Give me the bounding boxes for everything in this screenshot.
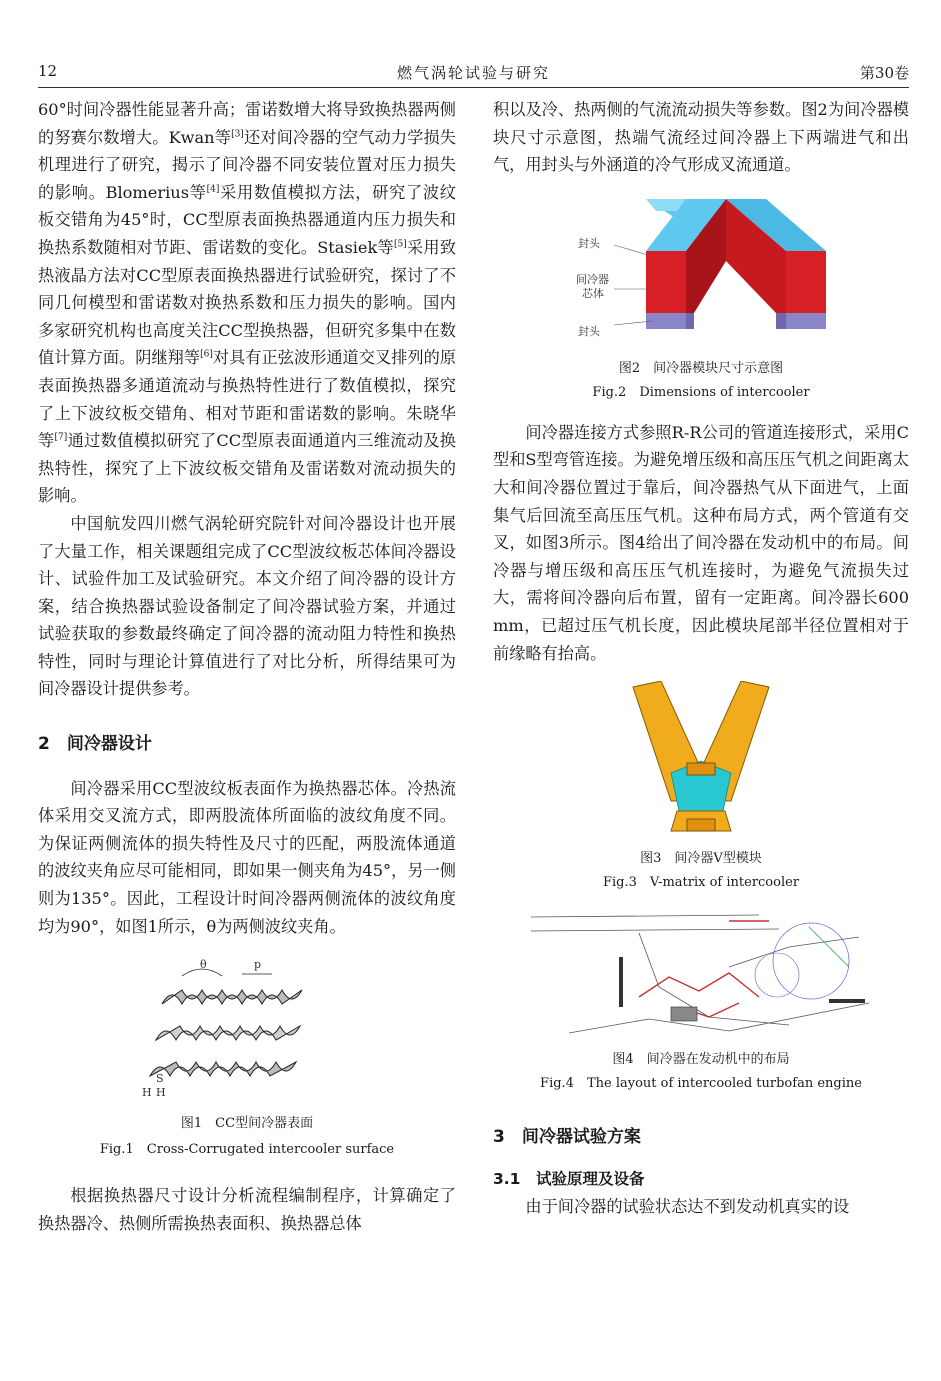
paragraph: 积以及冷、热两侧的气流流动损失等参数。图2为间冷器模块尺寸示意图，热端气流经过间冷器上下两端进气和出气，用封头与外涵道的冷气形成叉流通道。 [493, 100, 909, 175]
corrugated-surface-figure [142, 954, 352, 1104]
journal-title: 燃气涡轮试验与研究 [396, 64, 550, 82]
header-rule [38, 87, 909, 88]
right-column [493, 96, 909, 1221]
figure-1-caption-en: Fig.1 Cross-Corrugated intercooler surface [99, 1142, 395, 1158]
figure-4-caption-en: Fig.4 The layout of intercooled turbofan engine [540, 1076, 862, 1092]
figure-3 [493, 681, 909, 893]
figure-4-caption-cn: 图4 间冷器在发动机中的布局 [612, 1052, 790, 1068]
paragraph: 由于间冷器的试验状态达不到发动机真实的设 [525, 1197, 850, 1217]
fig2-bottom-cap-label: 封头 [578, 324, 600, 338]
intercooler-module-figure [576, 191, 826, 351]
running-header [38, 62, 909, 84]
section-heading-2: 2 间冷器设计 [38, 734, 152, 755]
height-label-2: H [156, 1086, 166, 1100]
theta-label: θ [200, 958, 207, 972]
figure-4 [493, 907, 909, 1094]
pitch-label: p [254, 958, 262, 972]
page-number: 12 [38, 62, 58, 80]
figure-2-caption-cn: 图2 间冷器模块尺寸示意图 [618, 360, 784, 376]
height-label: H [142, 1086, 152, 1100]
fig2-core-label [576, 272, 613, 300]
figure-3-caption-cn: 图3 间冷器V型模块 [640, 851, 762, 867]
figure-2-caption-en: Fig.2 Dimensions of intercooler [592, 384, 810, 400]
figure-1-caption-cn: 图1 CC型间冷器表面 [180, 1116, 314, 1132]
fig2-core-label-line1: 间冷器 [576, 272, 609, 286]
fig2-core-label-line2: 芯体 [582, 286, 604, 300]
figure-2 [493, 191, 909, 403]
paragraph: 间冷器连接方式参照R-R公司的管道连接形式，采用C型和S型弯管连接。为避免增压级和高压压气机之间距离太大和间冷器位置过于靠后，间冷器热气从下面进气，上面集气后回流至高压压气机。这种布局方式，两个管道有交叉，如图3所示。图4给出了间冷器在发动机中的布局。间冷器与增压级和高压压气机连接时，为避免气流损失过大，需将间冷器向后布置，留有一定距离。间冷器长600 mm，已超过压气机长度，因此模块尾部半径位置相对于前缘略有抬高。 [493, 422, 909, 663]
paragraph: 根据换热器尺寸设计分析流程编制程序，计算确定了换热器冷、热侧所需换热表面积、换热器总体 [38, 1186, 456, 1233]
subsection-heading-3-1: 3.1 试验原理及设备 [493, 1169, 645, 1188]
section-heading-3: 3 间冷器试验方案 [493, 1127, 641, 1148]
volume-label: 第30卷 [859, 64, 909, 82]
engine-layout-figure [529, 907, 874, 1042]
left-column [38, 96, 456, 1237]
spacing-label: S [156, 1072, 164, 1086]
fig2-top-cap-label: 封头 [578, 236, 600, 250]
figure-3-caption-en: Fig.3 V-matrix of intercooler [602, 875, 800, 891]
paragraph: 中国航发四川燃气涡轮研究院针对间冷器设计也开展了大量工作，相关课题组完成了CC型波纹板芯体间冷器设计、试验件加工及试验研究。本文介绍了间冷器的设计方案，结合换热器试验设备制定了间冷器试验方案，并通过试验获取的参数最终确定了间冷器的流动阻力特性和换热特性，同时与理论计算值进行了对比分析，所得结果可为间冷器设计提供参考。 [38, 513, 456, 699]
paragraph: 间冷器采用CC型波纹板表面作为换热器芯体。冷热流体采用交叉流方式，即两股流体所面临的波纹角度不同。为保证两侧流体的损失特性及尺寸的匹配，两股流体通道的波纹夹角应尽可能相同，即如果一侧夹角为45°，另一侧则为135°。因此，工程设计时间冷器两侧流体的波纹角度均为90°，如图1所示，θ为两侧波纹夹角。 [38, 778, 456, 936]
paragraph: 60°时间冷器性能显著升高；雷诺数增大将导致换热器两侧的努赛尔数增大。Kwan等[3]还对间冷器的空气动力学损失机理进行了研究，揭示了间冷器不同安装位置对压力损失的影响。Blomerius等[4]采用数值模拟方法，研究了波纹板交错角为45°时，CC型原表面换热器通道内压力损失和换热系数随相对节距、雷诺数的变化。Stasiek等[5]采用致热液晶方法对CC型原表面换热器进行试验研究，探讨了不同几何模型和雷诺数对换热系数和压力损失的影响。国内多家研究机构也高度关注CC型换热器，但研究多集中在数值计算方面。阴继翔等[6]对具有正弦波形通道交叉排列的原表面换热器多通道流动与换热特性进行了数值模拟，探究了上下波纹板交错角、相对节距和雷诺数的影响。朱晓华等[7]通过数值模拟研究了CC型原表面通道内三维流动及换热特性，探究了上下波纹板交错角及雷诺数对流动损失的影响。 [38, 100, 457, 506]
v-matrix-figure [631, 681, 771, 841]
figure-1 [38, 954, 456, 1160]
